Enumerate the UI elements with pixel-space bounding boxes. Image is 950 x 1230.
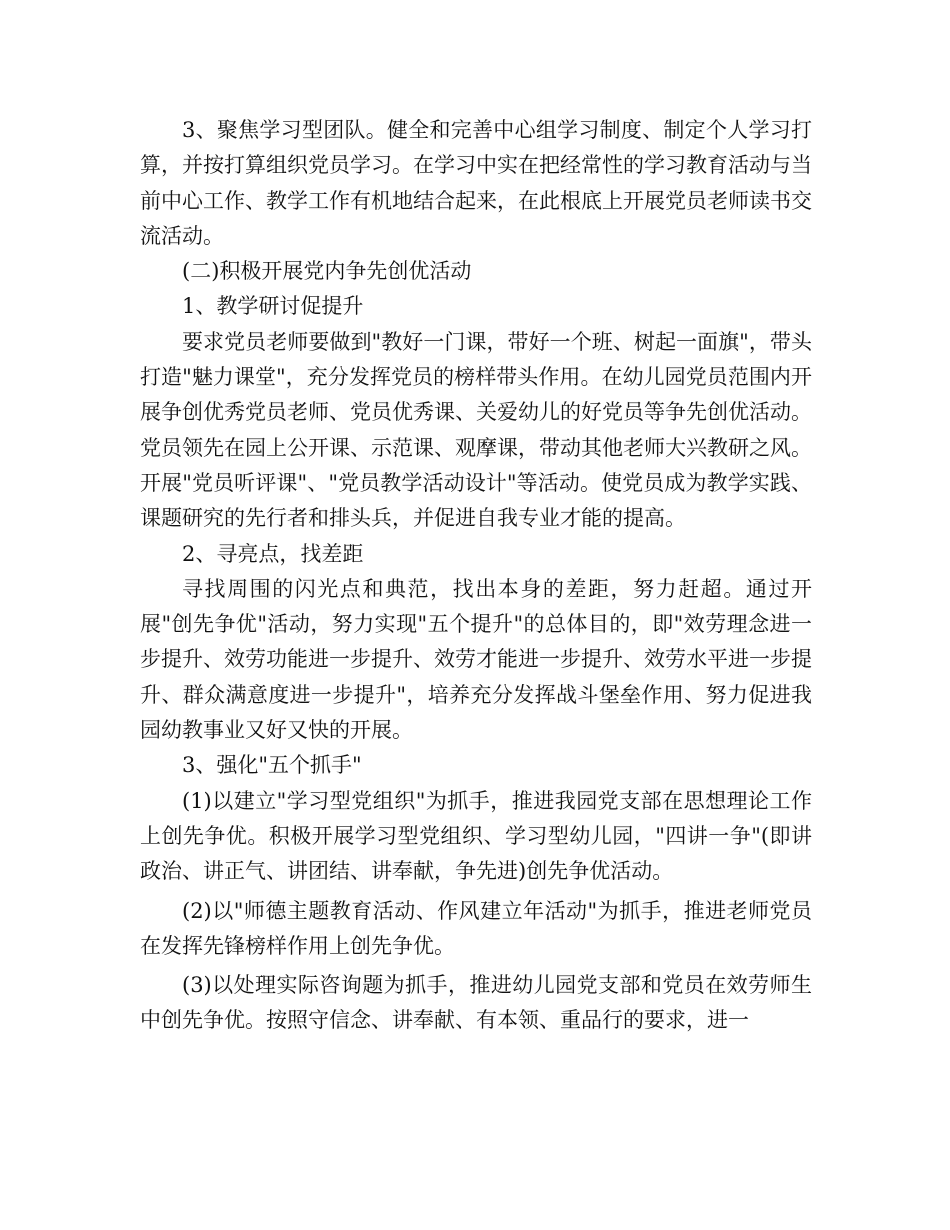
paragraph-teaching-research: 要求党员老师要做到"教好一门课，带好一个班、树起一面旗"，带头打造"魅力课堂"，充分发挥党员的榜样带头作用。在幼儿园党员范围内开展争创优秀党员老师、党员优秀课、关爱幼儿的好党员等争先创优活动。党员领先在园上公开课、示范课、观摩课，带动其他老师大兴教研之风。开展"党员听评课"、"党员教学活动设计"等活动。使党员成为教学实践、课题研究的先行者和排头兵，并促进自我专业才能的提高。 [140,329,812,531]
paragraph-lever-1: (1)以建立"学习型党组织"为抓手，推进我园党支部在思想理论工作上创先争优。积极开展学习型党组织、学习型幼儿园，"四讲一争"(即讲政治、讲正气、讲团结、讲奉献，争先进)创先争优活动。 [140,788,812,884]
subheading-find-gaps: 2、寻亮点，找差距 [182,541,364,566]
subheading-five-levers: 3、强化"五个抓手" [182,753,362,778]
subheading-teaching-research: 1、教学研讨促提升 [182,294,364,319]
paragraph-learning-team: 3、聚焦学习型团队。健全和完善中心组学习制度、制定个人学习打算，并按打算组织党员学习。在学习中实在把经常性的学习教育活动与当前中心工作、教学工作有机地结合起来，在此根底上开展党员老师读书交流活动。 [140,118,812,248]
paragraph-find-gaps: 寻找周围的闪光点和典范，找出本身的差距，努力赶超。通过开展"创先争优"活动，努力实现"五个提升"的总体目的，即"效劳理念进一步提升、效劳功能进一步提升、效劳才能进一步提升、效劳水平进一步提升、群众满意度进一步提升"，培养充分发挥战斗堡垒作用、努力促进我园幼教事业又好又快的开展。 [140,576,812,743]
section-heading-competition: (二)积极开展党内争先创优活动 [182,259,472,284]
paragraph-lever-3: (3)以处理实际咨询题为抓手，推进幼儿园党支部和党员在效劳师生中创先争优。按照守信念、讲奉献、有本领、重品行的要求，进一 [140,973,812,1033]
document-body [140,113,812,1039]
paragraph-lever-2: (2)以"师德主题教育活动、作风建立年活动"为抓手，推进老师党员在发挥先锋榜样作用上创先争优。 [140,898,812,958]
